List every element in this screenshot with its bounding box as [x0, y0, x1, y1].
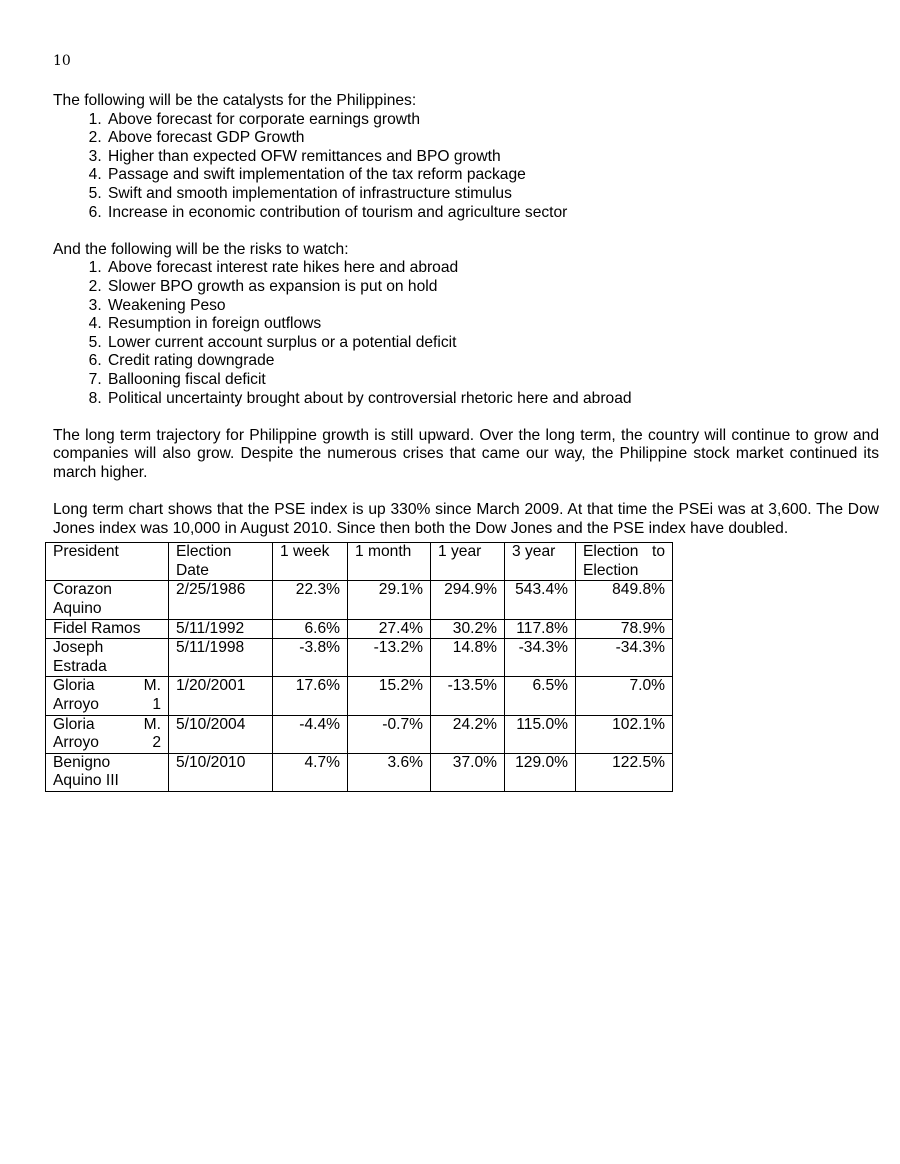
spacer: [53, 482, 879, 501]
table-cell: Fidel Ramos: [46, 619, 169, 639]
table-cell: 14.8%: [431, 639, 505, 677]
column-header: 1 week: [273, 543, 348, 581]
column-header: 3 year: [505, 543, 576, 581]
list-item: 8. Political uncertainty brought about by controversial rhetoric here and abroad: [106, 390, 879, 409]
table-cell: 849.8%: [576, 581, 673, 619]
table-cell: 24.2%: [431, 715, 505, 753]
table-cell: 129.0%: [505, 753, 576, 791]
table-cell: [46, 715, 169, 753]
list-item: 1. Above forecast for corporate earnings growth: [106, 111, 879, 130]
list-item: 4. Resumption in foreign outflows: [106, 315, 879, 334]
table-header-row: [46, 543, 673, 581]
table-cell: 543.4%: [505, 581, 576, 619]
list-item: 6. Increase in economic contribution of tourism and agriculture sector: [106, 204, 879, 223]
risks-list: [53, 259, 879, 408]
page-number: 10: [53, 53, 71, 69]
table-cell: -34.3%: [576, 639, 673, 677]
president-name: Gloria M. Arroyo 1: [53, 677, 161, 713]
table-cell: 6.5%: [505, 677, 576, 715]
table-cell: -13.5%: [431, 677, 505, 715]
list-item: 3. Higher than expected OFW remittances and BPO growth: [106, 148, 879, 167]
trajectory-paragraph: The long term trajectory for Philippine growth is still upward. Over the long term, the country will continue to grow and companies will also grow. Despite the numerous crises that came our way, the Philippine stock market continued its march higher.: [53, 426, 879, 481]
spacer: [53, 222, 879, 241]
table-row: [46, 581, 673, 619]
column-header: President: [46, 543, 169, 581]
table-cell: -3.8%: [273, 639, 348, 677]
table-cell: Benigno Aquino III: [46, 753, 169, 791]
table-cell: 17.6%: [273, 677, 348, 715]
table-cell: -34.3%: [505, 639, 576, 677]
table-cell: 29.1%: [348, 581, 431, 619]
column-header-text: Election to Election: [583, 543, 665, 579]
table-cell: 5/11/1998: [169, 639, 273, 677]
list-item: 1. Above forecast interest rate hikes here and abroad: [106, 259, 879, 278]
list-item: 2. Slower BPO growth as expansion is put on hold: [106, 278, 879, 297]
table-cell: 4.7%: [273, 753, 348, 791]
document-body: [53, 92, 879, 792]
column-header: 1 month: [348, 543, 431, 581]
list-item: 3. Weakening Peso: [106, 297, 879, 316]
table-row: [46, 677, 673, 715]
table-cell: -4.4%: [273, 715, 348, 753]
list-item: 5. Lower current account surplus or a potential deficit: [106, 334, 879, 353]
spacer: [53, 408, 879, 427]
table-cell: 5/10/2004: [169, 715, 273, 753]
list-item: 6. Credit rating downgrade: [106, 352, 879, 371]
table-cell: 6.6%: [273, 619, 348, 639]
table-cell: -0.7%: [348, 715, 431, 753]
table-cell: -13.2%: [348, 639, 431, 677]
list-item: 4. Passage and swift implementation of the tax reform package: [106, 166, 879, 185]
election-returns-table: [45, 542, 673, 792]
table-cell: 27.4%: [348, 619, 431, 639]
table-cell: 37.0%: [431, 753, 505, 791]
column-header: 1 year: [431, 543, 505, 581]
table-cell: 115.0%: [505, 715, 576, 753]
column-header: [576, 543, 673, 581]
catalysts-list: [53, 111, 879, 223]
table-cell: 117.8%: [505, 619, 576, 639]
table-row: [46, 619, 673, 639]
table-cell: 3.6%: [348, 753, 431, 791]
table-cell: 78.9%: [576, 619, 673, 639]
table-row: [46, 639, 673, 677]
table-cell: 102.1%: [576, 715, 673, 753]
table-cell: Corazon Aquino: [46, 581, 169, 619]
table-row: [46, 715, 673, 753]
table-cell: 5/10/2010: [169, 753, 273, 791]
table-cell: 30.2%: [431, 619, 505, 639]
chart-note-paragraph: Long term chart shows that the PSE index is up 330% since March 2009. At that time the PSEi was at 3,600. The Dow Jones index was 10,000 in August 2010. Since then both the Dow Jones and the PSE index have doubled.: [53, 501, 879, 537]
list-item: 7. Ballooning fiscal deficit: [106, 371, 879, 390]
column-header: Election Date: [169, 543, 273, 581]
table-cell: 1/20/2001: [169, 677, 273, 715]
table-cell: Joseph Estrada: [46, 639, 169, 677]
table-cell: 5/11/1992: [169, 619, 273, 639]
president-name: Gloria M. Arroyo 2: [53, 715, 161, 752]
table-cell: 294.9%: [431, 581, 505, 619]
table-cell: 15.2%: [348, 677, 431, 715]
table-cell: 22.3%: [273, 581, 348, 619]
list-item: 2. Above forecast GDP Growth: [106, 129, 879, 148]
table-cell: 7.0%: [576, 677, 673, 715]
list-item: 5. Swift and smooth implementation of infrastructure stimulus: [106, 185, 879, 204]
table-row: [46, 753, 673, 791]
risks-intro: And the following will be the risks to watch:: [53, 240, 349, 258]
table-cell: 122.5%: [576, 753, 673, 791]
catalysts-intro: The following will be the catalysts for the Philippines:: [53, 92, 417, 109]
table-cell: 2/25/1986: [169, 581, 273, 619]
table-cell: [46, 677, 169, 715]
